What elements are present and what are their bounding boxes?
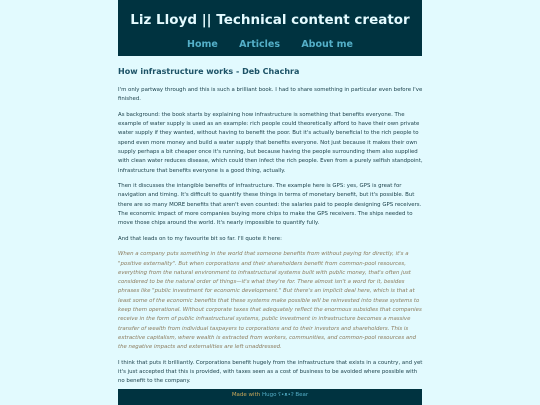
post-title: How infrastructure works - Deb Chachra	[118, 67, 300, 76]
post-quote: When a company puts something in the world that someone benefits from without paying for directly, it's a "positive externality". But when corporations and their shareholders benefit from common-pool resources, everything from the natural environment to infrastructural systems built with public money, that's often just considered to be the natural order of things—it's what they're for. There almost isn't a word for it, besides phrases like "public investment for economic development." But there's an implicit deal here, which is that at least some of the economic benefits that these systems make possible will be reinvested into these systems to keep them operational. Without corporate taxes that adequately reflect the enormous subsidies that companies receive in the form of public infrastructural systems, public investment in infrastructure becomes a massive transfer of wealth from individual taxpayers to corporations and to their investors and shareholders. This is extractive capitalism, where wealth is extracted from workers, communities, and common-pool resources and the negative impacts and externalities are left unaddressed.	[118, 251, 422, 351]
post-paragraph: I'm only partway through and this is such a brilliant book. I had to share something in particular even before I've finished.	[118, 87, 423, 103]
site-title[interactable]: Liz Lloyd || Technical content creator	[130, 12, 410, 28]
post-paragraph: And that leads on to my favourite bit so far. I'll quote it here:	[118, 235, 282, 242]
footer-made-with: Made with	[231, 392, 261, 398]
post-content	[118, 66, 424, 393]
post-paragraph: Then it discusses the intangible benefits of infrastructure. The example here is GPS: yes, GPS is great for navigation and timing. It's difficult to quantify these things in terms of monetary benefit, but it's possible. But there are so many MORE benefits that aren't even counted: the salaries paid to people designing GPS receivers. The economic impact of more companies buying more chips to make the GPS receivers. The ships needed to move those chips around the world. It's nearly impossible to quantify fully.	[118, 183, 422, 227]
site-footer	[118, 389, 422, 405]
post-paragraph: As background: the book starts by explaining how infrastructure is something that benefits everyone. The example of water supply is used as an example: rich people could theoretically afford to have their own private water supply if they wanted, without having to benefit the poor. But it's actually beneficial to the rich people to spend even more money and build a water supply that benefits everyone. Not just because it makes their own supply perhaps a bit cheaper once it's running, but because having the people surrounding them also supplied with clean water reduces disease, which could then infect the rich people. Even from a purely selfish standpoint, infrastructure that benefits everyone is a good thing, actually.	[118, 111, 423, 174]
main-nav	[118, 39, 422, 50]
footer-hugo-bear-link[interactable]: Hugo ʕ•ᴥ•ʔ Bear	[261, 392, 309, 398]
nav-home-link[interactable]: Home	[187, 39, 218, 50]
post-paragraph: I think that puts it brilliantly. Corporations benefit hugely from the infrastructure that exists in a country, and yet it's just accepted that this is provided, with taxes seen as a cost of business to be avoided where possible with no benefit to the company.	[118, 359, 423, 385]
nav-about-link[interactable]: About me	[301, 39, 353, 50]
site-header	[118, 0, 422, 56]
nav-articles-link[interactable]: Articles	[239, 39, 280, 50]
